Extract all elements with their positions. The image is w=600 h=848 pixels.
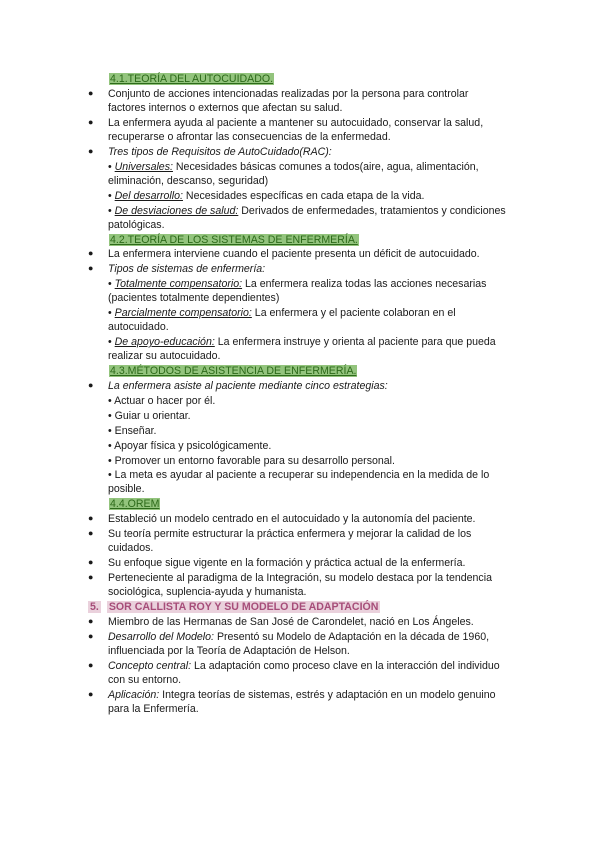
- s44-b1: Estableció un modelo centrado en el autocuidado y la autonomía del paciente.: [108, 513, 476, 525]
- dot-icon: •: [108, 307, 115, 319]
- s43-item-5: • Promover un entorno favorable para su desarrollo personal.: [108, 455, 395, 467]
- text: Necesidades básicas comunes a todos(aire, agua, alimentación,: [172, 161, 479, 173]
- text: La enfermera y el paciente colaboran en el: [251, 307, 456, 319]
- text: La enfermera realiza todas las acciones necesarias: [242, 278, 487, 290]
- s42-type-parcial: [108, 306, 456, 320]
- s41-b1-line2: factores internos o externos que afectan su salud.: [108, 102, 343, 114]
- bullet-icon: ●: [88, 146, 94, 156]
- section-4-2-title: 4.2.TEORÍA DE LOS SISTEMAS DE ENFERMERÍA.: [110, 234, 358, 246]
- s41-b2-line2: recuperarse o afrontar las consecuencias de la enfermedad.: [108, 131, 391, 143]
- bullet-icon: ●: [88, 248, 94, 258]
- label: De desviaciones de salud:: [114, 205, 239, 217]
- section-4-1-title: 4.1.TEORÍA DEL AUTOCUIDADO.: [110, 73, 274, 85]
- s42-b1: La enfermera interviene cuando el paciente presenta un déficit de autocuidado.: [108, 248, 480, 260]
- s41-req-desviaciones-line2: patológicas.: [108, 219, 165, 231]
- bullet-icon: ●: [88, 557, 94, 567]
- s43-item-3: • Enseñar.: [108, 425, 157, 437]
- bullet-icon: ●: [88, 616, 94, 626]
- label: Concepto central:: [108, 660, 192, 672]
- s41-b2-line1: La enfermera ayuda al paciente a mantener su autocuidado, conservar la salud,: [108, 117, 484, 129]
- s43-item-2: • Guiar u orientar.: [108, 410, 191, 422]
- s41-b1-line1: Conjunto de acciones intencionadas realizadas por la persona para controlar: [108, 88, 469, 100]
- text: Integra teorías de sistemas, estrés y adaptación en un modelo genuino: [159, 689, 496, 701]
- s5-b4: [108, 688, 496, 702]
- section-5-number: 5.: [90, 601, 99, 613]
- label: Universales:: [114, 161, 173, 173]
- bullet-icon: ●: [88, 660, 94, 670]
- s44-b2-line2: cuidados.: [108, 542, 154, 554]
- s41-req-universales-line2: eliminación, descanso, seguridad): [108, 175, 269, 187]
- s5-b3: [108, 659, 500, 673]
- dot-icon: •: [108, 205, 115, 217]
- s41-req-desviaciones: [108, 204, 506, 218]
- label: Totalmente compensatorio:: [114, 278, 243, 290]
- s42-type-apoyo-line2: realizar su autocuidado.: [108, 350, 221, 362]
- bullet-icon: ●: [88, 117, 94, 127]
- s42-type-parcial-line2: autocuidado.: [108, 321, 169, 333]
- s41-req-universales: [108, 160, 479, 174]
- s43-item-6: • La meta es ayudar al paciente a recuperar su independencia en la medida de lo: [108, 469, 490, 481]
- bullet-icon: ●: [88, 689, 94, 699]
- section-4-4-title: 4.4.OREM: [110, 498, 160, 510]
- s43-item-6-line2: posible.: [108, 483, 145, 495]
- s42-type-total-line2: (pacientes totalmente dependientes): [108, 292, 280, 304]
- s42-type-apoyo: [108, 335, 496, 349]
- label: Desarrollo del Modelo:: [108, 631, 214, 643]
- s5-b3-line2: con su entorno.: [108, 674, 182, 686]
- s41-req-desarrollo: [108, 189, 424, 203]
- s5-b1: Miembro de las Hermanas de San José de Carondelet, nació en Los Ángeles.: [108, 616, 474, 628]
- dot-icon: •: [108, 190, 115, 202]
- dot-icon: •: [108, 278, 115, 290]
- text: La enfermera instruye y orienta al paciente para que pueda: [214, 336, 496, 348]
- s44-b4-line1: Perteneciente al paradigma de la Integración, su modelo destaca por la tendencia: [108, 572, 492, 584]
- s42-type-total: [108, 277, 486, 291]
- section-5-text: SOR CALLISTA ROY Y SU MODELO DE ADAPTACIÓN: [108, 601, 379, 613]
- text: Presentó su Modelo de Adaptación en la década de 1960,: [214, 631, 490, 643]
- s44-b2-line1: Su teoría permite estructurar la práctica enfermera y mejorar la calidad de los: [108, 528, 472, 540]
- s41-b3: Tres tipos de Requisitos de AutoCuidado(RAC):: [108, 146, 332, 158]
- bullet-icon: ●: [88, 380, 94, 390]
- bullet-icon: ●: [88, 263, 94, 273]
- bullet-icon: ●: [88, 513, 94, 523]
- bullet-icon: ●: [88, 88, 94, 98]
- label: Parcialmente compensatorio:: [114, 307, 252, 319]
- s43-item-1: • Actuar o hacer por él.: [108, 395, 216, 407]
- label: Del desarrollo:: [114, 190, 183, 202]
- label: De apoyo-educación:: [114, 336, 215, 348]
- s43-item-4: • Apoyar física y psicológicamente.: [108, 440, 272, 452]
- section-5-title: [88, 600, 380, 614]
- s44-b3: Su enfoque sigue vigente en la formación y práctica actual de la enfermería.: [108, 557, 466, 569]
- s43-b1: La enfermera asiste al paciente mediante cinco estrategias:: [108, 380, 388, 392]
- s44-b4-line2: sociológica, suplencia-ayuda y humanista.: [108, 586, 307, 598]
- text: Necesidades específicas en cada etapa de la vida.: [182, 190, 425, 202]
- s5-b2-line2: influenciada por la Teoría de Adaptación de Helson.: [108, 645, 350, 657]
- s42-b2: Tipos de sistemas de enfermería:: [108, 263, 266, 275]
- text: La adaptación como proceso clave en la interacción del individuo: [191, 660, 500, 672]
- section-4-3-title: 4.3.MÉTODOS DE ASISTENCIA DE ENFERMERÍA.: [110, 365, 357, 377]
- s5-b2: [108, 630, 489, 644]
- dot-icon: •: [108, 161, 115, 173]
- bullet-icon: ●: [88, 572, 94, 582]
- bullet-icon: ●: [88, 528, 94, 538]
- bullet-icon: ●: [88, 631, 94, 641]
- dot-icon: •: [108, 336, 115, 348]
- label: Aplicación:: [108, 689, 160, 701]
- s5-b4-line2: para la Enfermería.: [108, 703, 199, 715]
- text: Derivados de enfermedades, tratamientos y condiciones: [238, 205, 506, 217]
